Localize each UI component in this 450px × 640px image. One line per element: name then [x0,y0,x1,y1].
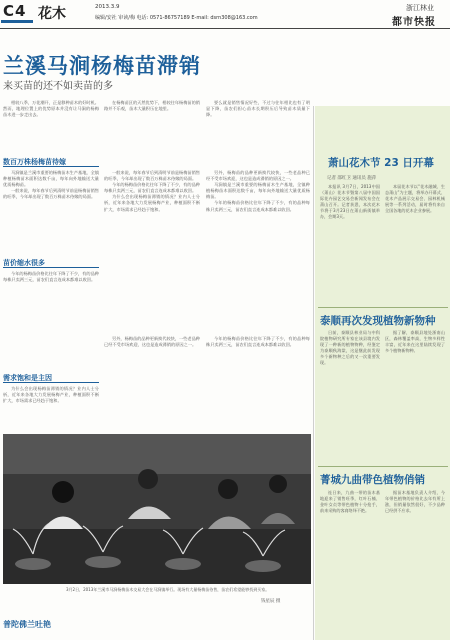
photo-caption: 3月2日，2013年兰溪市马涧杨梅苗木交易大会在马涧镇举行。现场有大量杨梅苗待售，苗农们希望能够找到买家。 [66,587,270,592]
issue-date: 2013.3.9 [95,4,120,10]
bottom-story-heading: 普陀佛兰吐艳 [3,620,51,629]
article-paragraph: 为什么会出现杨梅苗滞销的情况？业内人士分析，近年来各地大力发展杨梅产业，种植面积不断扩大，市场需求已经趋于饱和。 [104,194,200,212]
article-col-2-continued [104,170,200,330]
article-paragraph: 本届花木节以“花木融城、生态萧山”为主题，将举办开幕式、花木产品展示交易会、园林机械展等一系列活动，届时将有来自全国各地的花木企业参展。 [385,184,445,213]
section-heading: 需求饱和是主因 [3,374,52,382]
masthead-rule [0,28,450,29]
section-rule [3,267,99,268]
news-photo [3,434,311,584]
paper-name-logo: 都市快报 [392,17,436,28]
sidebar-separator [318,466,448,467]
article-paragraph: 连日来，九曲一带的苗木基地迎来了销售旺季，红叶石楠、金叶女贞等带色植物十分抢手，前来采购的客商络绎不绝。 [320,490,380,513]
article-col-1 [3,100,99,150]
article-paragraph: 据了解，泰顺县地处浙南山区，森林覆盖率高，生物多样性丰富，近年来在这里陆续发现了多个植物新物种。 [385,330,445,353]
sidebar-story-body [385,330,445,460]
sidebar-story-body [320,490,380,635]
main-headline: 兰溪马涧杨梅苗滞销 [3,54,201,78]
article-paragraph: 据苗木基地负责人介绍，今年带色植物的价格比去年有所上涨，但销量依然很好，不少品种已经供不应求。 [385,490,445,513]
article-col-3 [206,100,310,150]
section-body [206,336,310,430]
article-paragraph: 要么就是销售情况好些，不过与往年相比也有了明显下降，苗农们担心苗木长期积压后导致苗木质量下降。 [206,100,310,118]
article-paragraph: 为什么会出现杨梅苗滞销的情况？业内人士分析，近年来各地大力发展杨梅产业，种植面积不断扩大，市场需求已经趋于饱和。 [3,386,99,404]
section-body [3,170,99,250]
section-rule [3,166,99,167]
article-col-2 [104,100,200,150]
section-body [3,271,99,367]
sidebar-story-body [320,330,380,460]
section-body [3,386,99,430]
photo-illustration [3,434,311,584]
article-paragraph: 相较八季，万花潮开，正是移种苗木的好时机。然而，地理位置上的优势原本并没有让马涧的杨梅苗木进一步走出去。 [3,100,99,118]
article-paragraph: 一般来说，每年春节后到清明节前是杨梅苗销售的旺季，今年却出现了数百万株苗木待嫁的局面。 [104,170,200,182]
photo-credit: 钱星辰 摄 [261,599,281,604]
article-paragraph: 今年的杨梅苗价格比往年下降了不少，有的品种每株只卖两三元，苗农们直言连成本都难以收回。 [206,200,310,212]
masthead [0,0,450,30]
sidebar-story-body [385,184,445,302]
article-paragraph: 一般来说，每年春节后到清明节前是杨梅苗销售的旺季，今年却出现了数百万株苗木待嫁的局面。 [3,188,99,200]
section-body [104,336,200,430]
article-paragraph: 本报讯 3月7日，2013中国（萧山）花木节暨第八届中国国际花卉园艺交易会新闻发布会在萧山召开。记者获悉，本次花木节将于3月23日在萧山新街镇举办，会期3天。 [320,184,380,219]
sidebar-separator [318,307,448,308]
edition-tag: 浙江林业 [406,4,434,12]
article-paragraph: 今年的杨梅苗价格比往年下降了不少，有的品种每株只卖两三元，苗农们直言连成本都难以收回。 [206,336,310,348]
article-paragraph: 另外，杨梅苗的品种更新换代较快，一些老品种已经不受市场欢迎，这也是造成滞销的原因之一。 [104,336,200,348]
article-paragraph: 马涧镇是兰溪市重要的杨梅苗木生产基地，全镇种植杨梅苗木面积达数千亩，每年向外地输送大量优质杨梅苗。 [206,182,310,200]
article-paragraph: 今年的杨梅苗价格比往年下降了不少，有的品种每株只卖两三元，苗农们直言连成本都难以收回。 [3,271,99,283]
sidebar-byline: 记者 邵红卫 通讯员 施萍 [327,176,377,181]
page-code-underline [1,20,33,23]
article-paragraph: 另外，杨梅苗的品种更新换代较快，一些老品种已经不受市场欢迎，这也是造成滞销的原因之一。 [206,170,310,182]
section-name: 花木 [38,6,66,22]
section-heading: 苗价缩水很多 [3,259,45,267]
article-paragraph: 日前，泰顺县林业局与中科院植物研究所专家在该县境内发现了一种新的植物物种，经鉴定为泰顺秋海棠，这是继此前发现多个新物种之后的又一次重要发现。 [320,330,380,365]
article-col-3-continued [206,170,310,330]
page-code: C4 [3,2,27,20]
editorial-staff: 编辑/安社 审读/梅 电话: 0571-86757189 E-mail: dsrn308@163.com [95,15,258,21]
sidebar-story-body [320,184,380,302]
article-paragraph: 今年的杨梅苗价格比往年下降了不少，有的品种每株只卖两三元，苗农们直言连成本都难以收回。 [104,182,200,194]
article-paragraph: 在杨梅苗区的天然优势下，相较往年杨梅苗的销路并不乐观，苗木大量积压在地里。 [104,100,200,112]
sidebar-story-title: 萧山花木节 23 日开幕 [328,157,434,169]
section-rule [3,382,99,383]
sidebar-story-body [385,490,445,635]
section-heading: 数百万株杨梅苗待嫁 [3,158,66,166]
sidebar-story-title: 菁城九曲带色植物俏销 [320,474,425,486]
article-paragraph: 马涧镇是兰溪市重要的杨梅苗木生产基地，全镇种植杨梅苗木面积达数千亩，每年向外地输送大量优质杨梅苗。 [3,170,99,188]
main-subheadline: 来买苗的还不如卖苗的多 [3,81,113,92]
sidebar-divider [313,106,314,640]
sidebar-story-title: 泰顺再次发现植物新物种 [320,315,436,327]
